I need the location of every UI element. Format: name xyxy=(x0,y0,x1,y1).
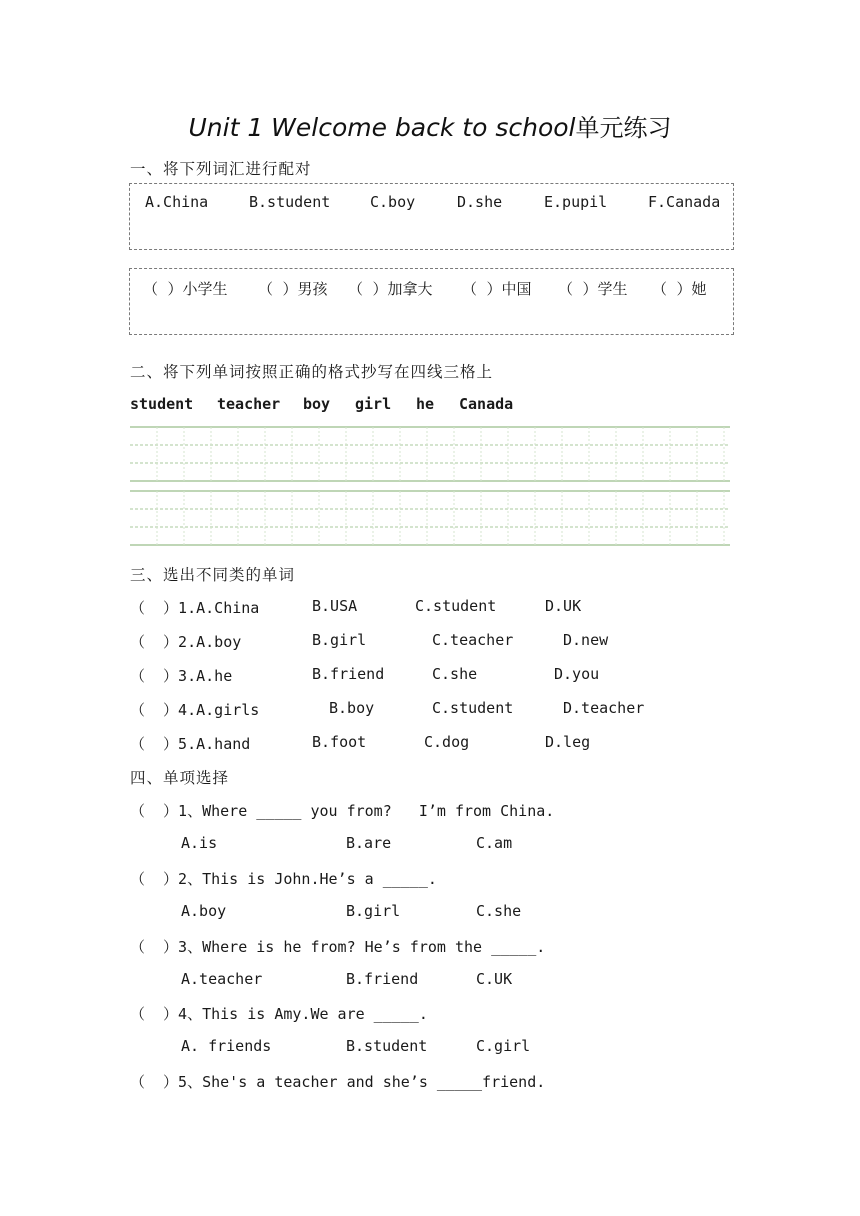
title-english: Unit 1 Welcome back to school xyxy=(188,113,576,142)
meaning-blank[interactable]: （ ）她 xyxy=(652,280,707,298)
option-a: A.teacher xyxy=(181,970,263,988)
meaning-blank[interactable]: （ ）学生 xyxy=(558,280,628,298)
option-d: D.leg xyxy=(545,733,591,751)
four-line-grid-lines xyxy=(130,490,730,546)
option-b: B.student xyxy=(346,1037,428,1055)
title-chinese: 单元练习 xyxy=(575,114,672,142)
four-line-grid-1[interactable] xyxy=(130,426,730,482)
option-d: D.new xyxy=(563,631,609,649)
option-b: B.friend xyxy=(346,970,419,988)
option-c: C.dog xyxy=(424,733,470,751)
section4-heading: 四、单项选择 xyxy=(130,769,230,787)
option-d: D.you xyxy=(554,665,600,683)
section2-heading: 二、将下列单词按照正确的格式抄写在四线三格上 xyxy=(130,363,494,381)
option-a: A.boy xyxy=(181,902,227,920)
odd-one-out-question: （ ）5.A.hand xyxy=(130,735,251,753)
match-word: A.China xyxy=(145,193,209,211)
option-a: A. friends xyxy=(181,1037,272,1055)
page-title xyxy=(0,108,860,143)
option-d: D.UK xyxy=(545,597,582,615)
option-c: C.she xyxy=(476,902,522,920)
meaning-blank[interactable]: （ ）小学生 xyxy=(143,280,228,298)
meaning-blank[interactable]: （ ）男孩 xyxy=(258,280,328,298)
match-word: B.student xyxy=(249,193,331,211)
option-c: C.am xyxy=(476,834,513,852)
option-c: C.girl xyxy=(476,1037,531,1055)
mc-question: （ ）1、Where _____ you from? I’m from China. xyxy=(130,802,555,820)
option-d: D.teacher xyxy=(563,699,645,717)
option-b: B.girl xyxy=(312,631,367,649)
section1-heading: 一、将下列词汇进行配对 xyxy=(130,160,312,178)
option-b: B.foot xyxy=(312,733,367,751)
option-b: B.boy xyxy=(329,699,375,717)
option-c: C.UK xyxy=(476,970,513,988)
copy-word: he xyxy=(416,395,435,413)
odd-one-out-question: （ ）3.A.he xyxy=(130,667,233,685)
copy-word: student xyxy=(130,395,194,413)
odd-one-out-question: （ ）1.A.China xyxy=(130,599,260,617)
option-c: C.student xyxy=(432,699,514,717)
match-word: F.Canada xyxy=(648,193,721,211)
odd-one-out-question: （ ）4.A.girls xyxy=(130,701,260,719)
option-b: B.friend xyxy=(312,665,385,683)
mc-question: （ ）3、Where is he from? He’s from the _____. xyxy=(130,938,546,956)
option-a: A.is xyxy=(181,834,218,852)
meaning-blank[interactable]: （ ）加拿大 xyxy=(348,280,433,298)
match-word: D.she xyxy=(457,193,503,211)
mc-question: （ ）2、This is John.He’s a _____. xyxy=(130,870,437,888)
option-b: B.girl xyxy=(346,902,401,920)
copy-word: Canada xyxy=(459,395,514,413)
match-word: C.boy xyxy=(370,193,416,211)
option-b: B.USA xyxy=(312,597,358,615)
meaning-blank[interactable]: （ ）中国 xyxy=(462,280,532,298)
option-c: C.teacher xyxy=(432,631,514,649)
mc-question: （ ）5、She's a teacher and she’s _____friend. xyxy=(130,1073,546,1091)
section3-heading: 三、选出不同类的单词 xyxy=(130,566,296,584)
option-b: B.are xyxy=(346,834,392,852)
four-line-grid-lines xyxy=(130,426,730,482)
copy-word: teacher xyxy=(217,395,281,413)
four-line-grid-2[interactable] xyxy=(130,490,730,546)
word-box xyxy=(129,183,734,250)
copy-word: girl xyxy=(355,395,392,413)
match-word: E.pupil xyxy=(544,193,608,211)
odd-one-out-question: （ ）2.A.boy xyxy=(130,633,242,651)
option-c: C.student xyxy=(415,597,497,615)
mc-question: （ ）4、This is Amy.We are _____. xyxy=(130,1005,428,1023)
option-c: C.she xyxy=(432,665,478,683)
copy-word: boy xyxy=(303,395,331,413)
